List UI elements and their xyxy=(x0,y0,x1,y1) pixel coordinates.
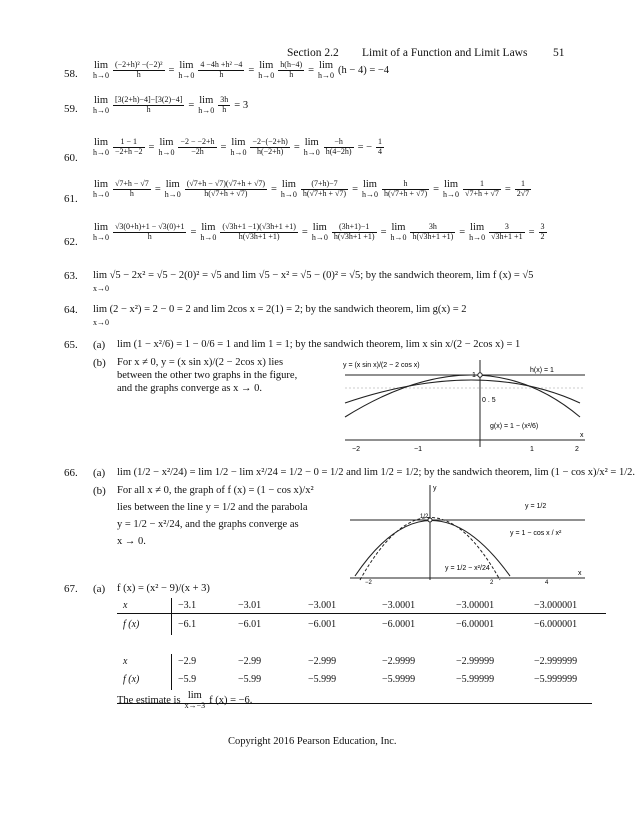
graph-66-xtick-neg2: −2 xyxy=(365,580,372,585)
graph-65-y-curve xyxy=(345,380,580,403)
graph-65-g-curve xyxy=(345,375,580,417)
graph-65-xtick-2: 2 xyxy=(575,446,579,453)
problem-63-number: 63. xyxy=(64,270,78,282)
page-number: 51 xyxy=(553,47,565,59)
table-67-2-head-x: x xyxy=(117,654,172,669)
graph-66-hole xyxy=(428,518,432,522)
graph-65-xtick-neg1: −1 xyxy=(414,446,422,453)
problem-60-equation: lim h→0 $\frac{1 - 1}{-2+h -2}$ = lim h→0 $\frac{-2 - -2+h}{-2h}$ = lim h→0 $\frac{-2-(-2+h)}{h(-2+h)}$ = lim h→0 $\frac{-h}{h(4-2h)}$ = − $\frac{1}{4}$ xyxy=(93,137,383,157)
problem-66b-label: (b) xyxy=(93,485,106,497)
problem-65b-line3: and the graphs converge as x → 0. xyxy=(117,383,263,394)
problem-62-number: 62. xyxy=(64,236,78,248)
problem-62-equation: lim h→0 $\frac{√3(0+h)+1 - √3(0)+1}{h}$ = lim h→0 $\frac{(√3h+1 -1)(√3h+1 +1)}{h(√3h+1 +1)}$ = lim h→0 $\frac{(3h+1)-1}{h(√3h+1 +1)}$ = lim h→0 $\frac{3h}{h(√3h+1 +1)}$ = lim h→0 $\frac{3}{√3h+1 +1}$ = $\frac{3}{2}$ xyxy=(93,222,545,242)
table-cell: −5.9 xyxy=(178,674,197,685)
problem-64-under: x→0 xyxy=(93,318,109,327)
problem-65a-text: lim (1 − x²/6) = 1 − 0/6 = 1 and lim 1 = 1; by the sandwich theorem, lim x sin x/(2 − 2cos x) = 1 xyxy=(117,339,521,350)
problem-65b-line2: between the other two graphs in the figure, xyxy=(117,370,298,381)
table-cell: −2.9 xyxy=(178,656,197,667)
graph-65-x-label: x xyxy=(580,432,584,439)
table-67-1-head-x: x xyxy=(117,598,172,614)
graph-66-xtick-2: 2 xyxy=(490,580,494,585)
graph-65-label-h: h(x) = 1 xyxy=(530,367,554,374)
graph-66-x-label: x xyxy=(578,570,582,577)
graph-65 xyxy=(340,355,590,455)
table-cell: −2.99999 xyxy=(456,656,495,667)
problem-64-text: lim (2 − x²) = 2 − 0 = 2 and lim 2cos x = 2(1) = 2; by the sandwich theorem, lim g(x) = 2 xyxy=(93,304,467,315)
table-cell: −5.999 xyxy=(308,674,337,685)
table-cell: −3.1 xyxy=(172,598,233,614)
problem-59-number: 59. xyxy=(64,103,78,115)
problem-67-func: f (x) = (x² − 9)/(x + 3) xyxy=(117,583,210,594)
problem-66-number: 66. xyxy=(64,467,78,479)
problem-58-number: 58. xyxy=(64,68,78,80)
problem-66b-line2: lies between the line y = 1/2 and the parabola xyxy=(117,502,308,513)
footer-copyright: Copyright 2016 Pearson Education, Inc. xyxy=(228,736,397,747)
section-title: Limit of a Function and Limit Laws xyxy=(362,47,528,59)
graph-66 xyxy=(345,480,590,585)
graph-65-label-y: y = (x sin x)/(2 − 2 cos x) xyxy=(343,362,420,369)
table-cell: −5.99999 xyxy=(456,674,495,685)
problem-65a-label: (a) xyxy=(93,339,106,351)
problem-66b-line3: y = 1/2 − x²/24, and the graphs converge as xyxy=(117,519,299,530)
problem-67a-label: (a) xyxy=(93,583,106,595)
problem-67-estimate: The estimate is lim x→−3 f (x) = −6. xyxy=(117,690,253,710)
table-cell: −5.999999 xyxy=(534,674,578,685)
problem-61-number: 61. xyxy=(64,193,78,205)
table-cell: −2.99 xyxy=(238,656,262,667)
table-row xyxy=(117,598,606,614)
table-67-1 xyxy=(117,598,606,635)
section-label: Section 2.2 xyxy=(287,47,339,59)
table-cell: −6.1 xyxy=(178,619,197,630)
problem-65b-label: (b) xyxy=(93,357,106,369)
table-cell: −5.99 xyxy=(238,674,262,685)
problem-58-equation: lim h→0 $\frac{\text{(−2+h)² −(−2)²}}{h}$ = lim h→0 $\frac{\text{4 −4h +h² −4}}{h}$ = lim h→0 $\frac{h(h-4)}{h}$ = lim h→0 (h − 4) = −4 xyxy=(93,60,390,80)
graph-65-label-g: g(x) = 1 − (x²/6) xyxy=(490,423,539,430)
problem-65-number: 65. xyxy=(64,339,78,351)
graph-66-label-bot: y = 1/2 − x²/24 xyxy=(445,565,490,572)
graph-66-label-mid: y = 1 − cos x / x² xyxy=(510,530,562,537)
table-cell: −3.00001 xyxy=(450,598,528,614)
table-cell: −6.01 xyxy=(238,619,262,630)
table-cell: −2.999 xyxy=(308,656,337,667)
problem-65b-line1: For x ≠ 0, y = (x sin x)/(2 − 2cos x) lies xyxy=(117,357,284,368)
graph-65-xtick-1: 1 xyxy=(530,446,534,453)
table-row xyxy=(117,614,606,636)
problem-66a-label: (a) xyxy=(93,467,106,479)
table-cell: −2.999999 xyxy=(534,656,578,667)
table-cell: −3.01 xyxy=(232,598,302,614)
graph-66-y-label: y xyxy=(433,485,437,492)
table-67-2 xyxy=(117,654,606,690)
problem-66a-text: lim (1/2 − x²/24) = lim 1/2 − lim x²/24 = 1/2 − 0 = 1/2 and lim 1/2 = 1/2; by the sandwich theorem, lim (1 − cos x)/x² = 1/2. xyxy=(117,467,635,478)
graph-65-hole xyxy=(478,373,482,377)
graph-66-xtick-4: 4 xyxy=(545,580,549,585)
table-cell: −6.00001 xyxy=(456,619,495,630)
graph-66-half: 1/2 xyxy=(420,514,429,520)
graph-65-tick-05: 0 . 5 xyxy=(482,397,496,404)
table-row xyxy=(117,669,606,690)
table-cell: −6.001 xyxy=(308,619,337,630)
problem-63-under: x→0 xyxy=(93,284,109,293)
table-cell: −6.000001 xyxy=(534,619,578,630)
table-67-1-head-f: f (x) xyxy=(117,614,172,636)
table-cell: −3.0001 xyxy=(376,598,450,614)
table-cell: −6.0001 xyxy=(382,619,416,630)
table-cell: −3.000001 xyxy=(528,598,606,614)
problem-64-number: 64. xyxy=(64,304,78,316)
problem-66b-line1: For all x ≠ 0, the graph of f (x) = (1 − cos x)/x² xyxy=(117,485,314,496)
problem-63-text: lim √5 − 2x² = √5 − 2(0)² = √5 and lim √5 − x² = √5 − (0)² = √5; by the sandwich theorem, lim f (x) = √5 xyxy=(93,270,534,281)
problem-61-equation: lim h→0 $\frac{√7+h - √7}{h}$ = lim h→0 $\frac{(√7+h - √7)(√7+h + √7)}{h(√7+h + √7)}$ = lim h→0 $\frac{(7+h)-7}{h(√7+h + √7)}$ = lim h→0 $\frac{h}{h(√7+h + √7)}$ = lim h→0 $\frac{1}{√7+h + √7}$ = $\frac{1}{2√7}$ xyxy=(93,179,530,199)
problem-60-number: 60. xyxy=(64,152,78,164)
problem-66b-line4: x → 0. xyxy=(117,536,146,547)
table-cell: −5.9999 xyxy=(382,674,416,685)
graph-65-tick-1: 1 xyxy=(472,372,476,379)
table-cell: −2.9999 xyxy=(382,656,416,667)
table-row xyxy=(117,654,606,669)
table-67-2-head-f: f (x) xyxy=(117,669,172,690)
graph-65-xtick-neg2: −2 xyxy=(352,446,360,453)
problem-59-equation: lim h→0 $\frac{[3(2+h)-4]-[3(2)-4]}{h}$ = lim h→0 $\frac{3h}{h}$ = 3 xyxy=(93,95,249,115)
problem-67-number: 67. xyxy=(64,583,78,595)
graph-66-label-top: y = 1/2 xyxy=(525,503,547,510)
table-cell: −3.001 xyxy=(302,598,376,614)
